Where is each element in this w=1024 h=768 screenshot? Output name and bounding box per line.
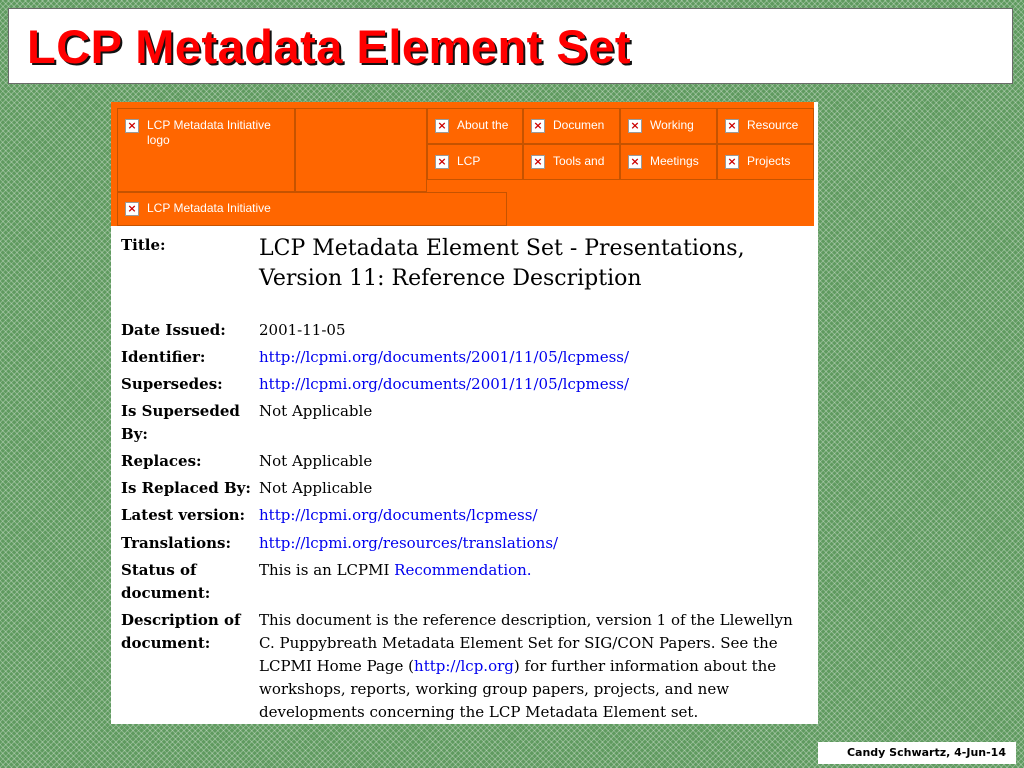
field-label: Identifier: <box>121 348 206 366</box>
field-label: Supersedes: <box>121 375 223 393</box>
logo-alt-text: LCP Metadata Initiative logo <box>147 118 271 147</box>
table-row <box>111 319 818 342</box>
field-label: Date Issued: <box>121 321 226 339</box>
broken-image-icon: × <box>531 119 545 133</box>
field-label: Latest version: <box>121 506 246 524</box>
supersedes-link[interactable]: http://lcpmi.org/documents/2001/11/05/lcpmess/ <box>259 375 630 393</box>
field-label: Is Replaced By: <box>121 479 251 497</box>
banner-alt-text: LCP Metadata Initiative <box>147 201 271 215</box>
field-label: Status of document: <box>121 561 211 602</box>
nav-link-resources[interactable]: × Resource <box>725 118 811 134</box>
table-row <box>111 400 818 446</box>
table-row <box>111 559 818 605</box>
description-value: This document is the reference description, version 1 of the Llewellyn C. Puppybreath Metadata Element Set for SIG/CON Papers. See the LCPMI Home Page (http://lcp.org) for further information about the workshops, reports, working group papers, projects, and new developments concerning the LCP Metadata Element set. <box>259 611 793 721</box>
field-label: Translations: <box>121 534 231 552</box>
nav-link-lcp[interactable]: × LCP <box>435 154 519 170</box>
home-page-link[interactable]: http://lcp.org <box>414 657 514 675</box>
table-row <box>111 234 818 298</box>
latest-version-link[interactable]: http://lcpmi.org/documents/lcpmess/ <box>259 506 538 524</box>
table-row <box>111 504 818 527</box>
broken-image-icon: × <box>125 119 139 133</box>
table-row <box>111 450 818 473</box>
nav-link-about[interactable]: × About the <box>435 118 519 134</box>
nav-link-documents[interactable]: × Documen <box>531 118 617 134</box>
broken-image-icon: × <box>725 119 739 133</box>
broken-image-icon: × <box>628 155 642 169</box>
logo-image[interactable] <box>125 118 291 158</box>
broken-image-icon: × <box>725 155 739 169</box>
nav-link-meetings[interactable]: × Meetings <box>628 154 714 170</box>
broken-image-icon: × <box>531 155 545 169</box>
slide-footer <box>818 742 1016 764</box>
slide-title: LCP Metadata Element Set <box>27 20 632 73</box>
webpage-screenshot <box>111 102 818 724</box>
broken-image-icon: × <box>435 155 449 169</box>
table-row <box>111 346 818 369</box>
banner-image <box>125 201 495 217</box>
slide-title-box <box>8 8 1013 84</box>
broken-image-icon: × <box>435 119 449 133</box>
nav-link-working-groups[interactable]: × Working <box>628 118 714 134</box>
table-row <box>111 373 818 396</box>
recommendation-link[interactable]: Recommendation. <box>394 561 532 579</box>
broken-image-icon: × <box>628 119 642 133</box>
field-label: Description of document: <box>121 611 241 652</box>
field-label: Is Superseded By: <box>121 402 240 443</box>
nav-link-projects[interactable]: × Projects <box>725 154 811 170</box>
field-label: Title: <box>121 236 166 254</box>
logo-side-cell <box>295 108 427 192</box>
table-row <box>111 532 818 555</box>
broken-image-icon: × <box>125 202 139 216</box>
field-value: 2001-11-05 <box>259 321 346 339</box>
field-value: Not Applicable <box>259 402 373 420</box>
table-row <box>111 609 818 724</box>
table-row <box>111 477 818 500</box>
translations-link[interactable]: http://lcpmi.org/resources/translations/ <box>259 534 559 552</box>
document-title: LCP Metadata Element Set - Presentations, Version 11: Reference Description <box>259 236 745 291</box>
status-value: This is an LCPMI Recommendation. <box>259 561 532 579</box>
footer-text: Candy Schwartz, 4-Jun-14 <box>846 746 1006 759</box>
identifier-link[interactable]: http://lcpmi.org/documents/2001/11/05/lcpmess/ <box>259 348 630 366</box>
field-label: Replaces: <box>121 452 202 470</box>
field-value: Not Applicable <box>259 479 373 497</box>
field-value: Not Applicable <box>259 452 373 470</box>
nav-link-tools[interactable]: × Tools and <box>531 154 617 170</box>
